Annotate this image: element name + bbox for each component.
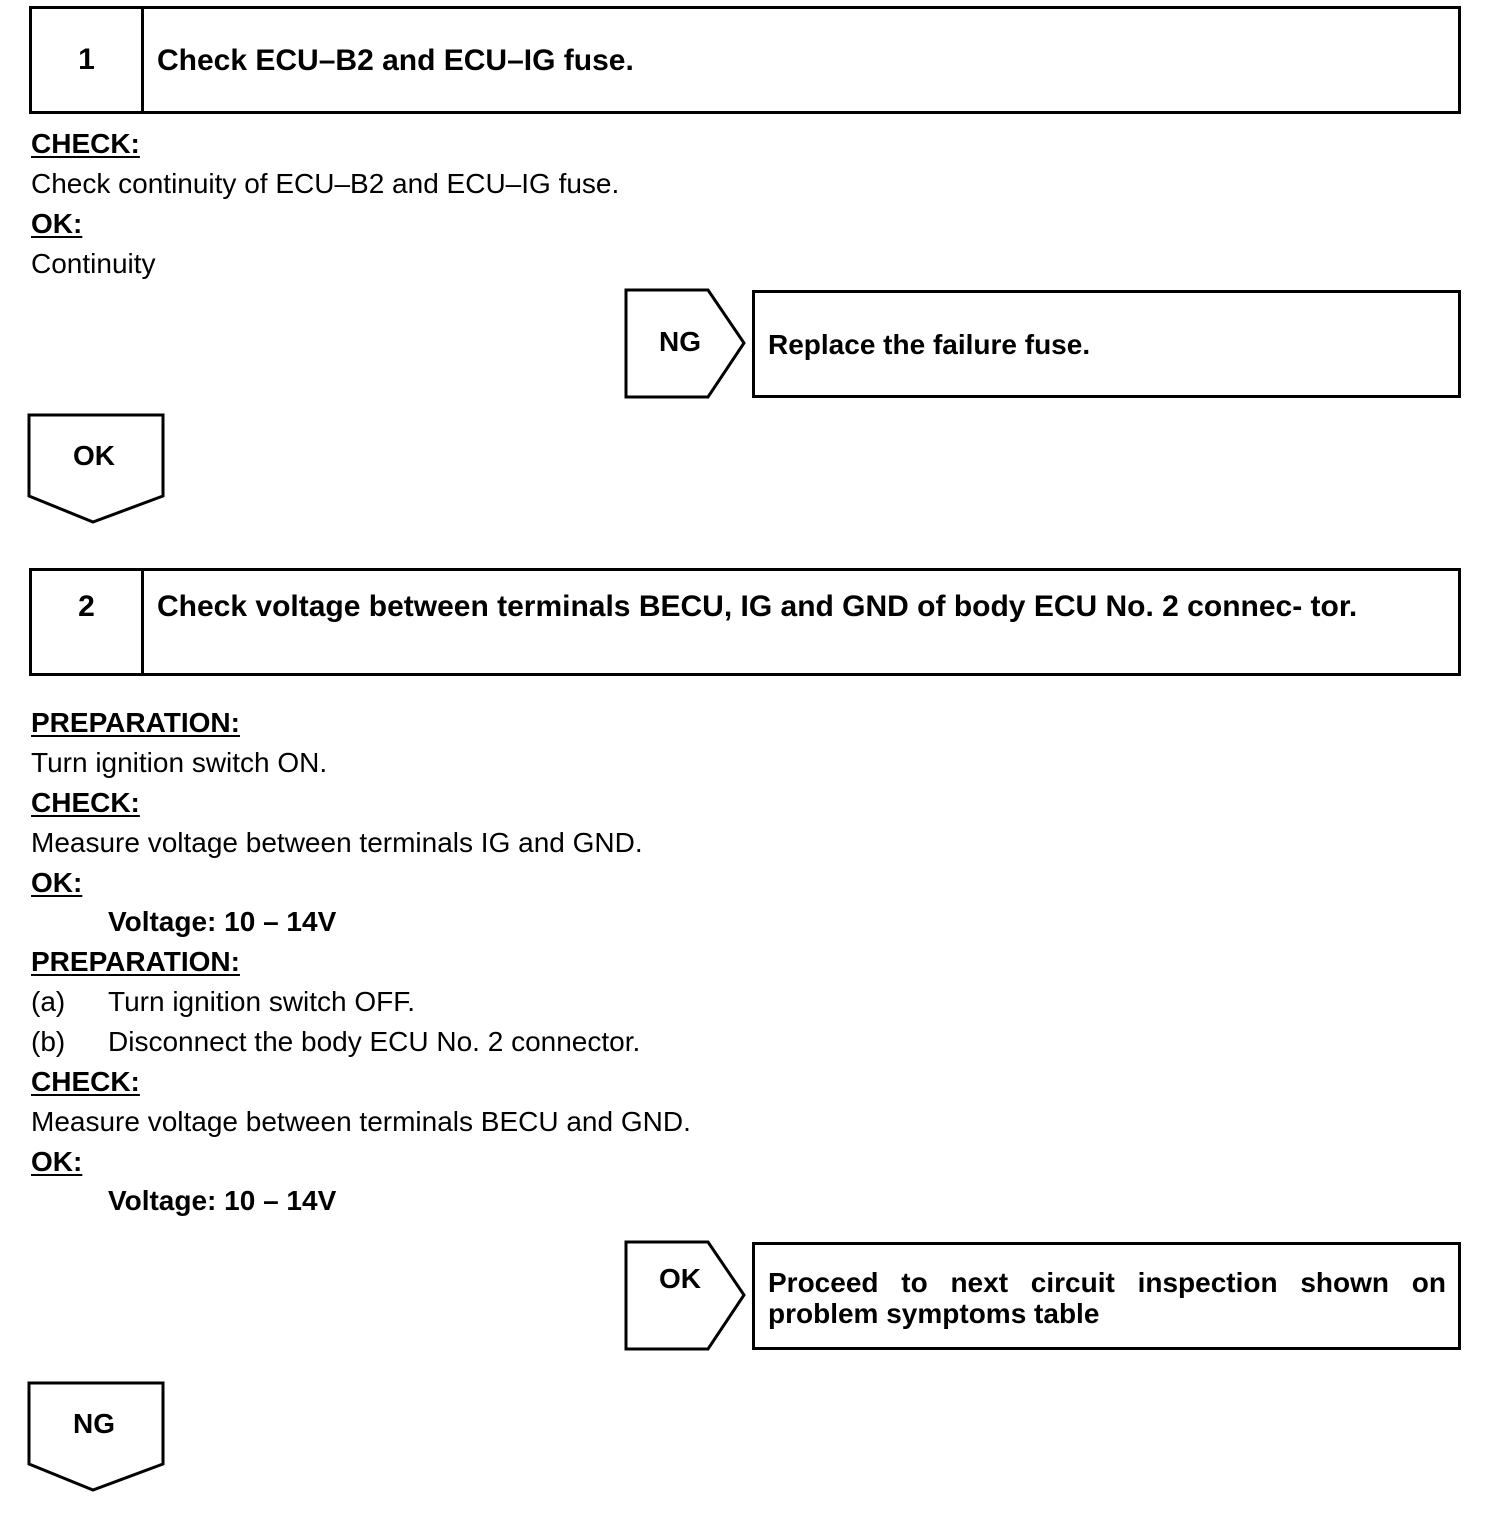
step-2-prep1-text: Turn ignition switch ON. — [31, 747, 328, 778]
step-1-ok-text: Continuity — [31, 248, 156, 279]
step-1-ok-label: OK: — [31, 208, 83, 239]
step-1-check-label: CHECK: — [31, 128, 140, 159]
step-2-check1-text: Measure voltage between terminals IG and GND. — [31, 827, 643, 858]
step-2-ok-result-text: Proceed to next circuit inspection shown on problem symptoms table — [768, 1267, 1446, 1329]
step-1-ok-down-arrow-label: OK — [73, 440, 115, 471]
step-2-ok1-label: OK: — [31, 867, 83, 898]
step-1-title: Check ECU–B2 and ECU–IG fuse. — [157, 43, 634, 77]
step-1-ng-arrow-label: NG — [659, 326, 701, 357]
step-2-number: 2 — [32, 571, 144, 673]
step-2-prep1-label: PREPARATION: — [31, 707, 240, 738]
step-2-prep2-item-b-mark: (b) — [31, 1026, 66, 1057]
step-2-ok2-spec: Voltage: 10 – 14V — [108, 1185, 337, 1216]
step-2-title-text: Check voltage between terminals BECU, IG and GND of body ECU No. 2 connec- tor. — [157, 590, 1358, 623]
step-1-check-text: Check continuity of ECU–B2 and ECU–IG fuse. — [31, 168, 620, 199]
step-2-prep2-item-a-text: Turn ignition switch OFF. — [108, 986, 416, 1017]
step-2-ok-arrow-label: OK — [659, 1263, 701, 1294]
step-2-ng-down-arrow-label: NG — [73, 1408, 115, 1439]
step-2-check2-text: Measure voltage between terminals BECU and GND. — [31, 1106, 691, 1137]
step-1-number: 1 — [32, 9, 144, 111]
step-2-ok2-label: OK: — [31, 1146, 83, 1177]
step-2-prep2-item-a-mark: (a) — [31, 986, 66, 1017]
step-2-prep2-label: PREPARATION: — [31, 946, 240, 977]
step-2-prep2-item-b-text: Disconnect the body ECU No. 2 connector. — [108, 1026, 641, 1057]
step-2-check2-label: CHECK: — [31, 1066, 140, 1097]
step-2-check1-label: CHECK: — [31, 787, 140, 818]
step-2-ok1-spec: Voltage: 10 – 14V — [108, 906, 337, 937]
step-1-ng-result-text: Replace the failure fuse. — [768, 328, 1091, 360]
